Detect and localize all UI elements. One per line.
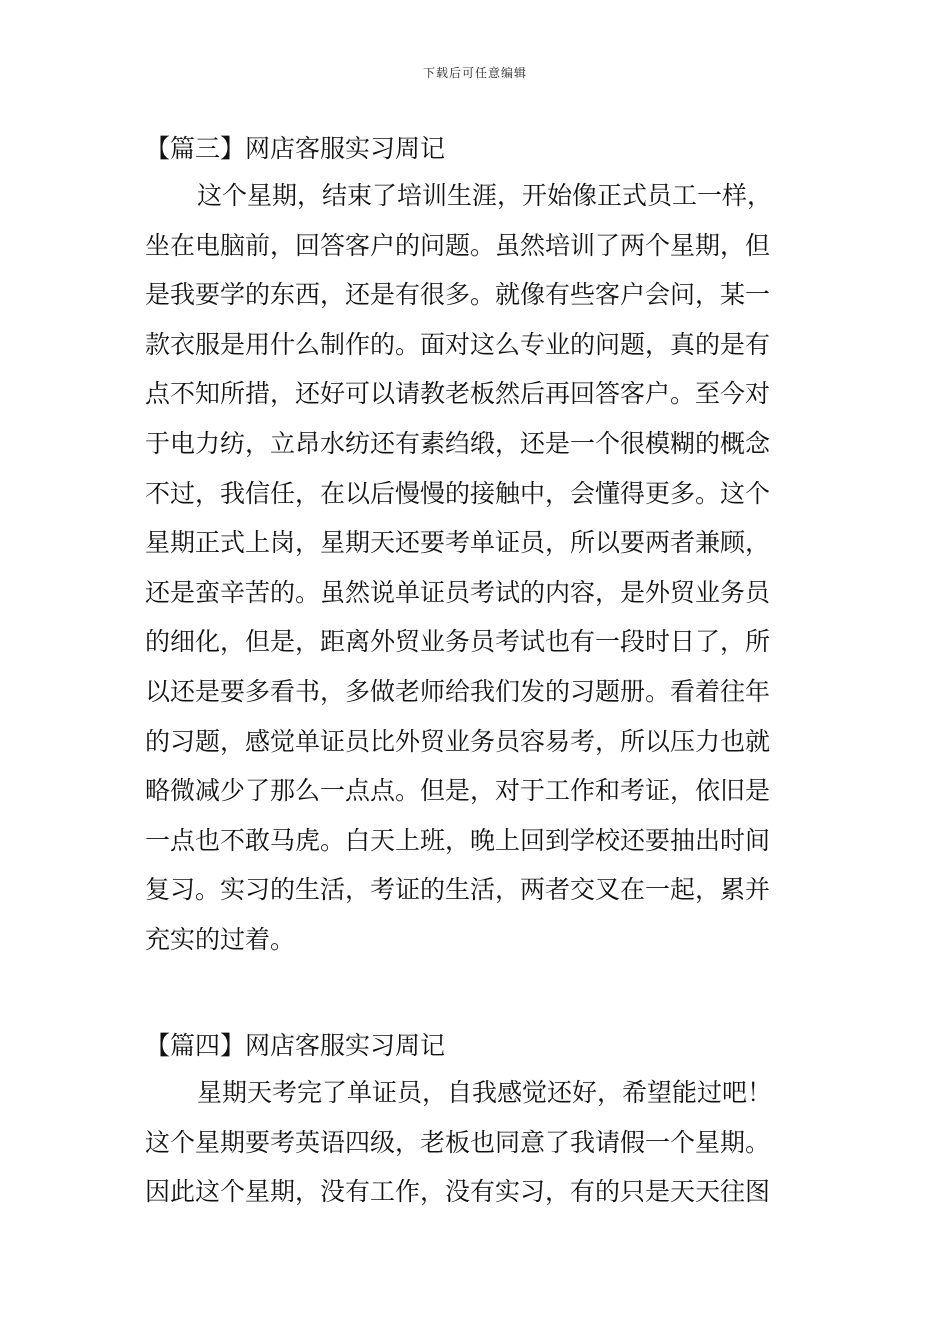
section-body (145, 171, 810, 965)
page-header-note: 下载后可任意编辑 (422, 66, 527, 80)
section-week-three (145, 127, 810, 965)
body-line: 充实的过着。 (145, 924, 296, 954)
body-line: 点不知所措，还好可以请教老板然后再回答客户。至今对 (145, 379, 771, 409)
body-line: 款衣服是用什么制作的。面对这么专业的问题，真的是有 (145, 329, 771, 359)
body-line: 略微减少了那么一点点。但是，对于工作和考证，依旧是 (145, 776, 771, 806)
body-line: 是我要学的东西，还是有很多。就像有些客户会问，某一 (145, 280, 771, 310)
body-line: 不过，我信任，在以后慢慢的接触中，会懂得更多。这个 (145, 478, 771, 508)
body-line: 以还是要多看书，多做老师给我们发的习题册。看着往年 (145, 676, 771, 706)
body-line: 于电力纺，立昂水纺还有素绉缎，还是一个很模糊的概念 (145, 428, 771, 458)
body-line: 星期正式上岗，星期天还要考单证员，所以要两者兼顾， (145, 528, 771, 558)
body-line: 因此这个星期，没有工作，没有实习，有的只是天天往图 (145, 1177, 771, 1207)
body-line: 这个星期，结束了培训生涯，开始像正式员工一样， (197, 181, 773, 210)
body-line: 还是蛮辛苦的。虽然说单证员考试的内容，是外贸业务员 (145, 577, 771, 607)
section-body (145, 1068, 810, 1217)
section-title: 【篇四】网店客服实习周记 (145, 1031, 446, 1060)
body-line: 的习题，感觉单证员比外贸业务员容易考，所以压力也就 (145, 726, 771, 756)
body-line: 坐在电脑前，回答客户的问题。虽然培训了两个星期，但 (145, 230, 771, 260)
body-line: 的细化，但是，距离外贸业务员考试也有一段时日了，所 (145, 627, 771, 657)
section-title: 【篇三】网店客服实习周记 (145, 134, 446, 163)
body-line: 星期天考完了单证员，自我感觉还好，希望能过吧！ (197, 1078, 773, 1107)
body-line: 一点也不敢马虎。白天上班，晚上回到学校还要抽出时间 (145, 825, 771, 855)
body-line: 复习。实习的生活，考证的生活，两者交叉在一起，累并 (145, 875, 771, 905)
body-line: 这个星期要考英语四级，老板也同意了我请假一个星期。 (145, 1127, 771, 1157)
section-week-four (145, 1024, 810, 1217)
